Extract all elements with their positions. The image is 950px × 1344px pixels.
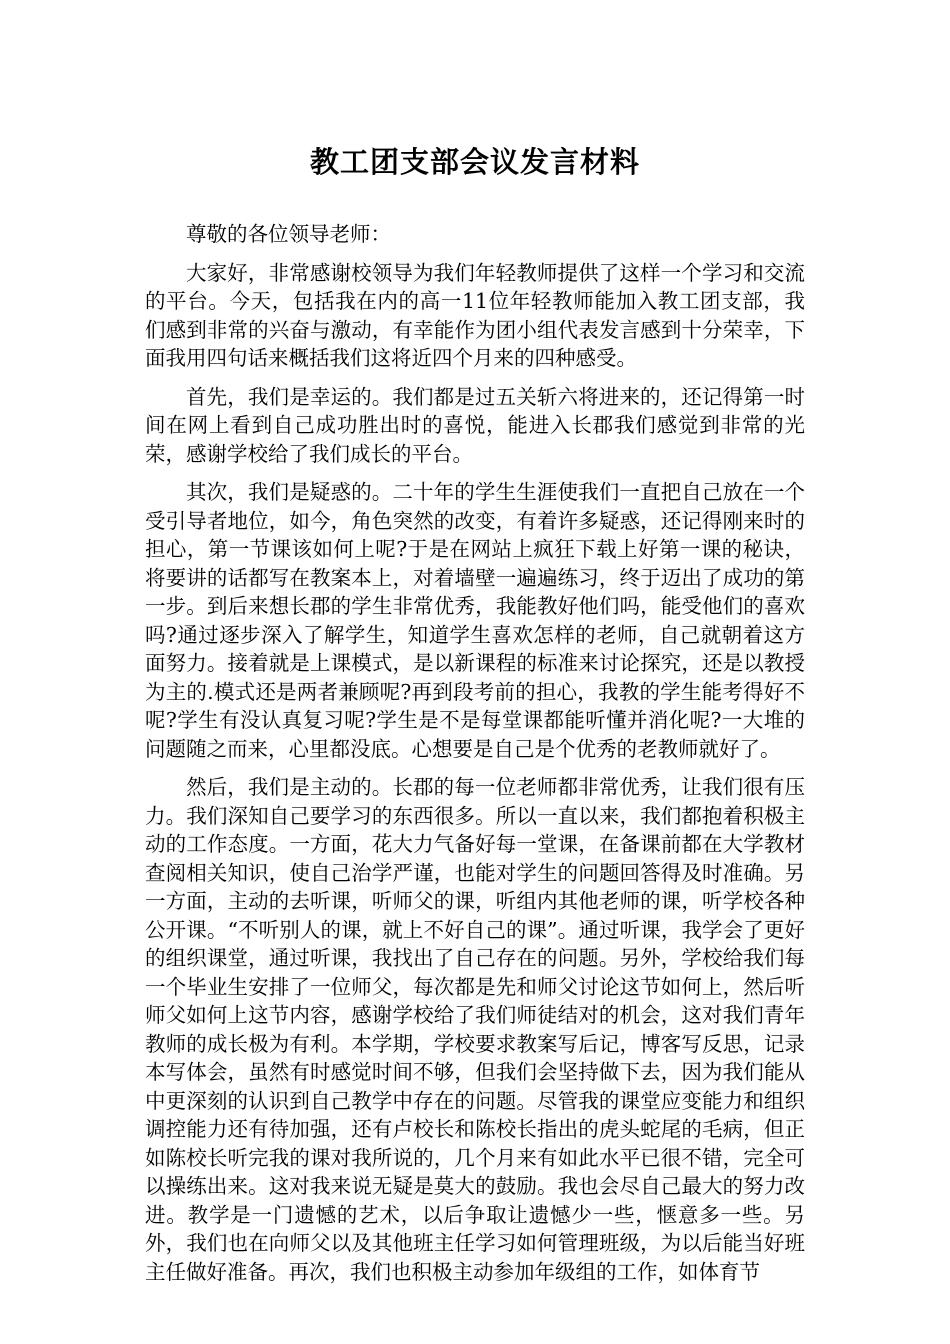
- salutation-paragraph: 尊敬的各位领导老师：: [186, 222, 391, 246]
- body-paragraph: 其次，我们是疑惑的。二十年的学生生涯使我们一直把自己放在一个受引导者地位，如今，角色突然的改变，有着许多疑惑，还记得刚来时的担心，第一节课该如何上呢?于是在网站上疯狂下载上好第一课的秘诀，将要讲的话都写在教案本上，对着墙壁一遍遍练习，终于迈出了成功的第一步。到后来想长郡的学生非常优秀，我能教好他们吗，能受他们的喜欢吗?通过逐步深入了解学生，知道学生喜欢怎样的老师，自己就朝着这方面努力。接着就是上课模式，是以新课程的标准来讨论探究，还是以教授为主的.模式还是两者兼顾呢?再到段考前的担心，我教的学生能考得好不呢?学生有没认真复习呢?学生是不是每堂课都能听懂并消化呢?一大堆的问题随之而来，心里都没底。心想要是自己是个优秀的老教师就好了。: [145, 480, 805, 761]
- document-title: 教工团支部会议发言材料: [309, 145, 640, 179]
- body-paragraph: 然后，我们是主动的。长郡的每一位老师都非常优秀，让我们很有压力。我们深知自己要学习的东西很多。所以一直以来，我们都抱着积极主动的工作态度。一方面，花大力气备好每一堂课，在备课前都在大学教材查阅相关知识，使自己治学严谨，也能对学生的问题回答得及时准确。另一方面，主动的去听课，听师父的课，听组内其他老师的课，听学校各种公开课。“不听别人的课，就上不好自己的课”。通过听课，我学会了更好的组织课堂，通过听课，我找出了自己存在的问题。另外，学校给我们每一个毕业生安排了一位师父，每次都是先和师父讨论这节如何上，然后听师父如何上这节内容，感谢学校给了我们师徒结对的机会，这对我们青年教师的成长极为有利。本学期，学校要求教案写后记，博客写反思，记录本写体会，虽然有时感觉时间不够，但我们会坚持做下去，因为我们能从中更深刻的认识到自己教学中存在的问题。尽管我的课堂应变能力和组织调控能力还有待加强，还有卢校长和陈校长指出的虎头蛇尾的毛病，但正如陈校长听完我的课对我所说的，几个月来有如此水平已很不错，完全可以操练出来。这对我来说无疑是莫大的鼓励。我也会尽自己最大的努力改进。教学是一门遗憾的艺术，以后争取让遗憾少一些，惬意多一些。另外，我们也在向师父以及其他班主任学习如何管理班级，为以后能当好班主任做好准备。再次，我们也积极主动参加年级组的工作，如体育节: [145, 775, 805, 1284]
- body-paragraph: 大家好，非常感谢校领导为我们年轻教师提供了这样一个学习和交流的平台。今天，包括我在内的高一11位年轻教师能加入教工团支部，我们感到非常的兴奋与激动，有幸能作为团小组代表发言感到十分荣幸，下面我用四句话来概括我们这将近四个月来的四种感受。: [145, 260, 805, 370]
- body-paragraph: 首先，我们是幸运的。我们都是过五关斩六将进来的，还记得第一时间在网上看到自己成功胜出时的喜悦，能进入长郡我们感觉到非常的光荣，感谢学校给了我们成长的平台。: [145, 384, 805, 466]
- document-body: [145, 220, 805, 1286]
